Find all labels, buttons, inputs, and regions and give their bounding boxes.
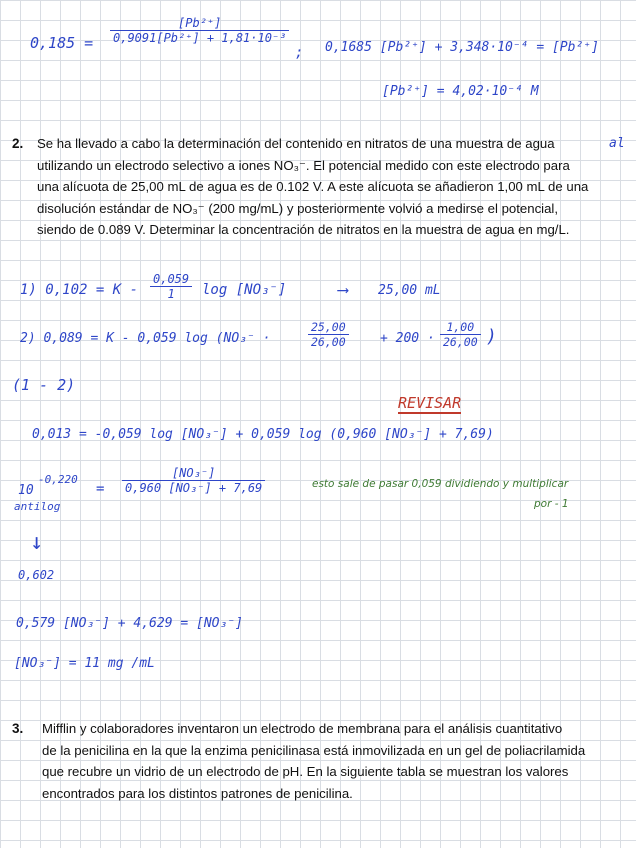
eq2-f2-den: 26,00 [443, 335, 478, 349]
q2-number: 2. [12, 136, 24, 151]
top-frac-num: [Pb²⁺] [110, 16, 289, 31]
q3-line: de la penicilina en la que la enzima penicilinasa está inmovilizada en un gel de poliacrilamida [42, 742, 586, 758]
q2-line: una alícuota de 25,00 mL de agua es de 0.102 V. A este alícuota se añadieron 1,00 mL de una [37, 179, 589, 194]
top-separator: ; [295, 45, 304, 61]
eq1-frac-num: 0,059 [150, 272, 192, 287]
eq2-fraction-1 [308, 320, 349, 349]
power-base: 10 [18, 483, 34, 498]
eq1-left: 1) 0,102 = K - [20, 282, 139, 298]
q3-line: encontrados para los distintos patrones de penicilina. [42, 785, 353, 801]
eq1-fraction [150, 272, 192, 301]
antilog-label: antilog [14, 500, 61, 513]
q2-line: siendo de 0.089 V. Determinar la concentración de nitratos en la muestra de agua en mg/L. [37, 222, 570, 237]
eq2-f1-den: 26,00 [311, 335, 346, 349]
q3-line: que recubre un vidrio de un electrodo de pH. En la siguiente tabla se muestran los valores [42, 764, 569, 779]
q2-overflow-handwriting: al [609, 136, 625, 151]
top-lhs: 0,185 = [30, 34, 94, 52]
q3-number: 3. [12, 721, 24, 736]
value-0602: 0,602 [18, 568, 55, 582]
difference-label: (1 - 2) [12, 376, 76, 394]
q2-line: Se ha llevado a cabo la determinación del contenido en nitratos de una muestra de agua [37, 136, 555, 151]
revisar-note: REVISAR [398, 394, 462, 412]
top-frac-den: 0,9091[Pb²⁺] + 1,81·10⁻³ [113, 31, 287, 45]
q2-text [37, 133, 588, 241]
q3-line: Mifflin y colaboradores inventaron un electrodo de membrana para el análisis cuantitativo [42, 721, 563, 736]
eq3: 0,013 = -0,059 log [NO₃⁻] + 0,059 log (0,960 [NO₃⁻] + 7,69) [32, 427, 494, 442]
eq2-left: 2) 0,089 = K - 0,059 log (NO₃⁻ · [20, 331, 271, 346]
q2-line: utilizando un electrodo selectivo a iones NO₃⁻. El potencial medido con este electrodo para [37, 157, 570, 173]
green-note-line-2: por - 1 [534, 498, 569, 510]
eq1-arrow: ⟶ [338, 280, 348, 299]
eq1-volume: 25,00 mL [378, 283, 441, 298]
eq1-frac-den: 1 [167, 287, 175, 301]
down-arrow-icon: ↓ [30, 530, 44, 555]
eq4-fraction [122, 466, 265, 495]
eq2-f2-num: 1,00 [440, 320, 481, 335]
q2-line: disolución estándar de NO₃⁻ (200 mg/mL) y posteriormente volvió a medirse el potencial, [37, 200, 559, 216]
eq4-num: [NO₃⁻] [122, 466, 265, 481]
eq2-close: ) [486, 326, 497, 347]
eq2-f1-num: 25,00 [308, 320, 349, 335]
top-fraction [110, 16, 289, 45]
top-rhs: 0,1685 [Pb²⁺] + 3,348·10⁻⁴ = [Pb²⁺] [325, 40, 599, 55]
q3-text [42, 718, 585, 804]
eq6-result: [NO₃⁻] = 11 mg /mL [14, 656, 155, 671]
power-exponent: -0,220 [38, 473, 78, 486]
top-result: [Pb²⁺] = 4,02·10⁻⁴ M [382, 84, 539, 99]
eq2-fraction-2 [440, 320, 481, 349]
eq1-right: log [NO₃⁻] [202, 282, 287, 298]
green-note-line-1: esto sale de pasar 0,059 dividiendo y multiplicar [312, 478, 569, 490]
eq4-den: 0,960 [NO₃⁻] + 7,69 [125, 481, 263, 495]
eq2-mid: + 200 · [380, 331, 435, 346]
eq4-equals: = [96, 481, 105, 497]
eq5: 0,579 [NO₃⁻] + 4,629 = [NO₃⁻] [16, 616, 243, 631]
